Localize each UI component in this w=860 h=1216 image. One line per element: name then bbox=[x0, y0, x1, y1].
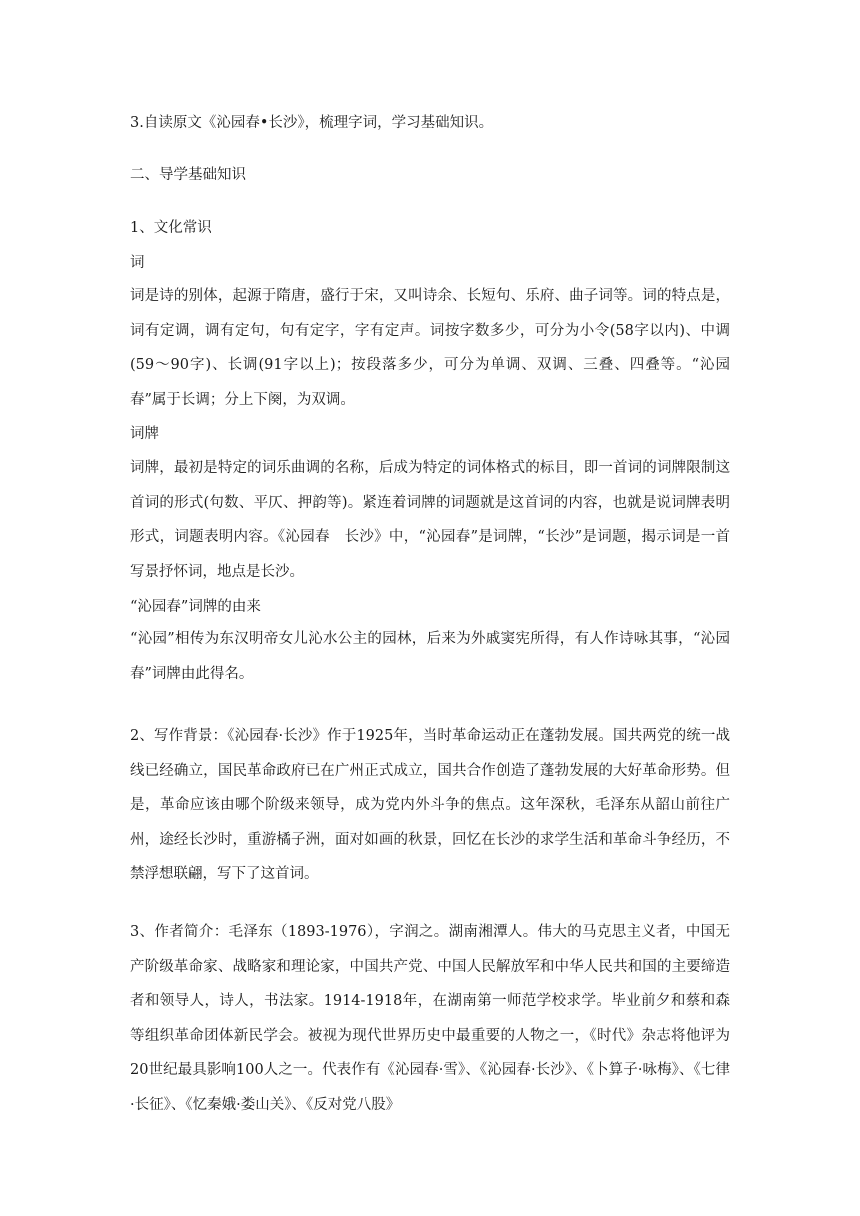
term-ci-paragraph: 词是诗的别体，起源于隋唐，盛行于宋，又叫诗余、长短句、乐府、曲子词等。词的特点是，词有定调，调有定句，句有定字，字有定声。词按字数多少，可分为小令(58字以内)、中调(59～90字)、长调(91字以上)；按段落多少，可分为单调、双调、三叠、四叠等。“沁园春”属于长调；分上下阕，为双调。 bbox=[130, 288, 730, 408]
term-cipai-paragraph: 词牌，最初是特定的词乐曲调的名称，后成为特定的词体格式的标目，即一首词的词牌限制这首词的形式(句数、平仄、押韵等)。紧连着词牌的词题就是这首词的内容，也就是说词牌表明形式，词题表明内容。《沁园春 长沙》中，“沁园春”是词牌，“长沙”是词题，揭示词是一首写景抒怀词，地点是长沙。 bbox=[130, 460, 730, 580]
writing-background-paragraph: 2、写作背景：《沁园春·长沙》作于1925年，当时革命运动正在蓬勃发展。国共两党的统一战线已经确立，国民革命政府已在广州正式成立，国共合作创造了蓬勃发展的大好革命形势。但是，革命应该由哪个阶级来领导，成为党内外斗争的焦点。这年深秋，毛泽东从韶山前往广州，途经长沙时，重游橘子洲，面对如画的秋景，回忆在长沙的求学生活和革命斗争经历，不禁浮想联翩，写下了这首词。 bbox=[130, 728, 730, 882]
term-ci-title: 词 bbox=[130, 255, 145, 271]
origin-title: “沁园春”词牌的由来 bbox=[130, 599, 261, 615]
subheading-culture: 1、文化常识 bbox=[130, 220, 212, 236]
section-heading-guide: 二、导学基础知识 bbox=[130, 167, 246, 183]
term-cipai-title: 词牌 bbox=[130, 426, 159, 442]
intro-item-3: 3.自读原文《沁园春•长沙》，梳理字词，学习基础知识。 bbox=[130, 115, 494, 131]
author-intro-paragraph: 3、作者简介：毛泽东（1893-1976），字润之。湖南湘潭人。伟大的马克思主义者，中国无产阶级革命家、战略家和理论家，中国共产党、中国人民解放军和中华人民共和国的主要缔造者和领导人，诗人，书法家。1914-1918年，在湖南第一师范学校求学。毕业前夕和蔡和森等组织革命团体新民学会。被视为现代世界历史中最重要的人物之一，《时代》杂志将他评为20世纪最具影响100人之一。代表作有《沁园春·雪》、《沁园春·长沙》、《卜算子·咏梅》、《七律·长征》、《忆秦娥·娄山关》、《反对党八股》 bbox=[130, 924, 730, 1113]
origin-paragraph: “沁园”相传为东汉明帝女儿沁水公主的园林，后来为外戚窦宪所得，有人作诗咏其事，“沁园春”词牌由此得名。 bbox=[130, 631, 730, 682]
